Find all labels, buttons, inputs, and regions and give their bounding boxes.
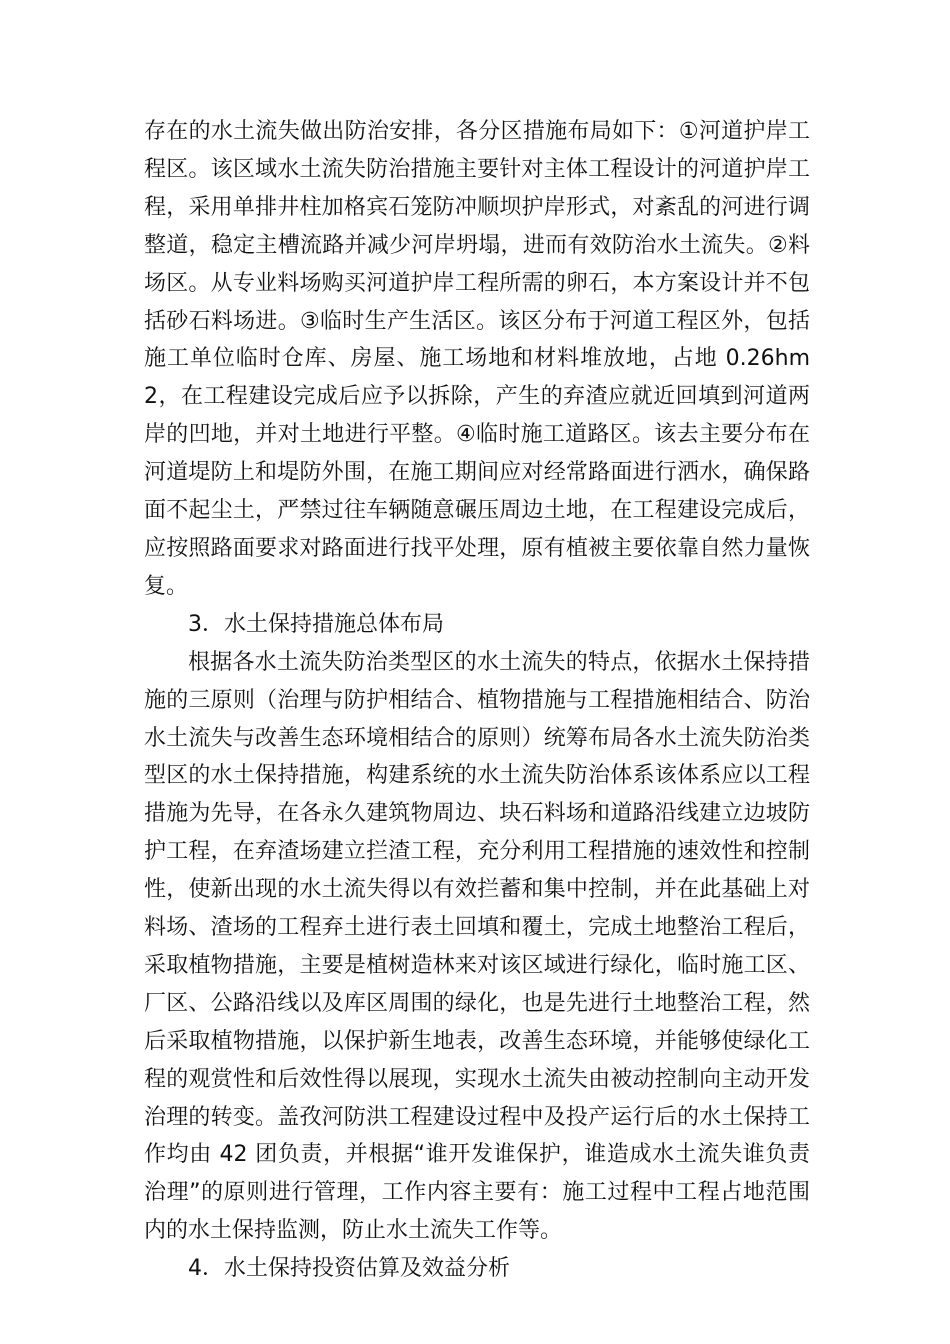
section-heading-3: 3．水土保持措施总体布局 bbox=[188, 611, 444, 637]
body-paragraph-continuation: 存在的水土流失做出防治安排，各分区措施布局如下：①河道护岸工程区。该区域水土流失防治措施主要针对主体工程设计的河道护岸工程，采用单排井柱加格宾石笼防冲顺坝护岸形式，对紊乱的河进行调整道，稳定主槽流路并减少河岸坍塌，进而有效防治水土流失。②料场区。从专业料场购买河道护岸工程所需的卵石，本方案设计并不包括砂石料场进。③临时生产生活区。该区分布于河道工程区外，包括施工单位临时仓库、房屋、施工场地和材料堆放地，占地 0.26hm2，在工程建设完成后应予以拆除，产生的弃渣应就近回填到河道两岸的凹地，并对土地进行平整。④临时施工道路区。该去主要分布在河道堤防上和堤防外围，在施工期间应对经常路面进行洒水，确保路面不起尘土，严禁过往车辆随意碾压周边土地，在工程建设完成后，应按照路面要求对路面进行找平处理，原有植被主要依靠自然力量恢复。 bbox=[144, 119, 810, 599]
body-paragraph-overall-layout: 根据各水土流失防治类型区的水土流失的特点，依据水土保持措施的三原则（治理与防护相结合、植物措施与工程措施相结合、防治水土流失与改善生态环境相结合的原则）统筹布局各水土流失防治类型区的水土保持措施，构建系统的水土流失防治体系该体系应以工程措施为先导，在各永久建筑物周边、块石料场和道路沿线建立边坡防护工程，在弃渣场建立拦渣工程，充分利用工程措施的速效性和控制性，使新出现的水土流失得以有效拦蓄和集中控制，并在此基础上对料场、渣场的工程弃土进行表土回填和覆土，完成土地整治工程后，采取植物措施，主要是植树造林来对该区域进行绿化，临时施工区、厂区、公路沿线以及库区周围的绿化，也是先进行土地整治工程，然后采取植物措施，以保护新生地表，改善生态环境，并能够使绿化工程的观赏性和后效性得以展现，实现水土流失由被动控制向主动开发治理的转变。盖孜河防洪工程建设过程中及投产运行后的水土保持工作均由 42 团负责，并根据“谁开发谁保护，谁造成水土流失谁负责治理”的原则进行管理，工作内容主要有：施工过程中工程占地范围内的水土保持监测，防止水土流失工作等。 bbox=[144, 649, 810, 1244]
document-body bbox=[144, 113, 810, 1288]
section-heading-4: 4．水土保持投资估算及效益分析 bbox=[188, 1256, 510, 1282]
